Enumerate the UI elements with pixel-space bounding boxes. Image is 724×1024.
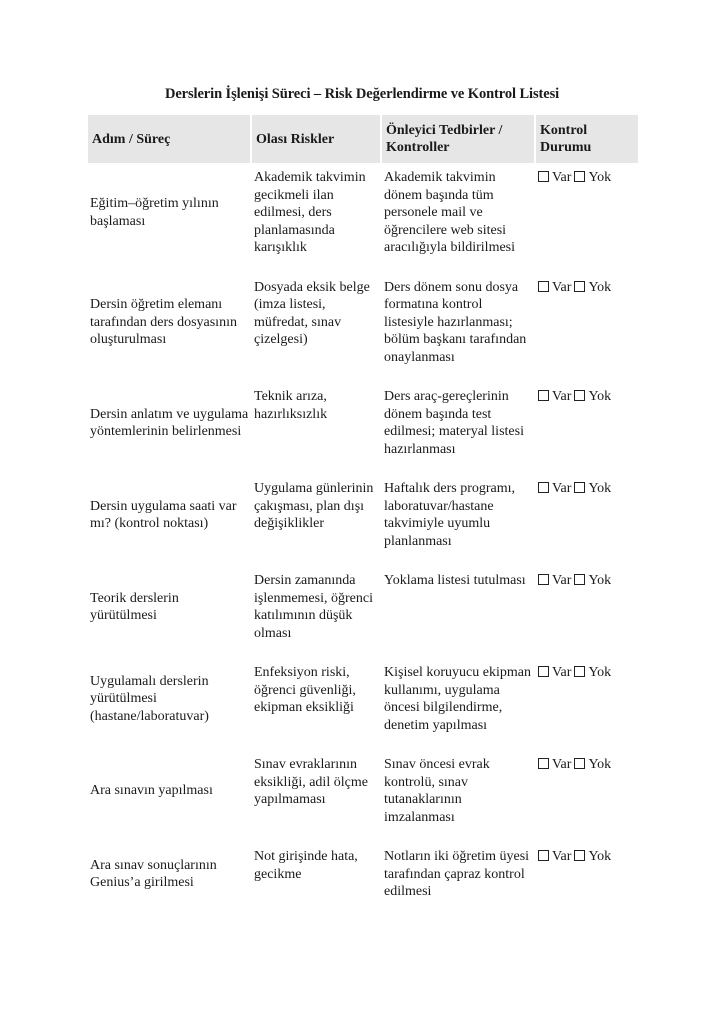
table-row: [88, 842, 638, 917]
status-option-label: Yok: [588, 757, 612, 772]
table-row: [88, 273, 638, 383]
control-cell: Kişisel koruyucu ekipman kullanımı, uygulama öncesi bilgilendirme, denetim yapılması: [384, 665, 531, 733]
risk-cell: Sınav evraklarının eksikliği, adil ölçme yapılmaması: [254, 757, 368, 807]
table-row: [88, 658, 638, 750]
table-row: [88, 382, 638, 474]
step-cell: Ara sınavın yapılması: [90, 783, 213, 799]
control-cell: Ders araç-gereçlerinin dönem başında test edilmesi; materyal listesi hazırlanması: [384, 389, 524, 457]
status-cell: [536, 842, 638, 917]
step-cell: Dersin uygulama saati var mı? (kontrol noktası): [90, 498, 237, 531]
risk-cell: Dersin zamanında işlenmemesi, öğrenci katılımının düşük olması: [254, 573, 373, 641]
status-option-label: Yok: [588, 665, 612, 680]
header-step: Adım / Süreç: [88, 115, 250, 163]
status-cell: [536, 474, 638, 566]
checkbox-icon[interactable]: [538, 574, 549, 585]
control-cell: Yoklama listesi tutulması: [384, 573, 526, 588]
status-option-label: Yok: [588, 849, 612, 864]
checkbox-icon[interactable]: [538, 850, 549, 861]
status-option-yok[interactable]: [574, 170, 611, 185]
status-option-var[interactable]: [538, 170, 571, 185]
checkbox-icon[interactable]: [574, 666, 585, 677]
checkbox-icon[interactable]: [574, 281, 585, 292]
control-cell: Haftalık ders programı, laboratuvar/hastane takvimiyle uyumlu planlanması: [384, 481, 516, 549]
step-cell: Dersin anlatım ve uygulama yöntemlerinin belirlenmesi: [90, 406, 249, 439]
status-option-var[interactable]: [538, 757, 571, 772]
status-option-yok[interactable]: [574, 573, 611, 588]
step-cell: Eğitim–öğretim yılının başlaması: [90, 196, 219, 229]
status-option-label: Var: [552, 389, 572, 404]
status-cell: [536, 750, 638, 842]
risk-cell: Teknik arıza, hazırlıksızlık: [254, 389, 328, 422]
step-cell: Dersin öğretim elemanı tarafından ders dosyasının oluşturulması: [90, 297, 237, 347]
header-controls: Önleyici Tedbirler / Kontroller: [382, 115, 534, 163]
status-option-label: Var: [552, 849, 572, 864]
status-option-var[interactable]: [538, 573, 571, 588]
status-option-yok[interactable]: [574, 481, 611, 496]
status-option-var[interactable]: [538, 481, 571, 496]
step-cell: Ara sınav sonuçlarının Genius’a girilmesi: [90, 857, 217, 891]
status-cell: [536, 658, 638, 750]
checkbox-icon[interactable]: [574, 574, 585, 585]
status-option-var[interactable]: [538, 389, 571, 404]
step-cell: Teorik derslerin yürütülmesi: [90, 590, 179, 623]
header-risks: Olası Riskler: [252, 115, 380, 163]
status-option-yok[interactable]: [574, 757, 611, 772]
checkbox-icon[interactable]: [574, 850, 585, 861]
status-option-label: Yok: [588, 573, 612, 588]
table-row: [88, 566, 638, 658]
checkbox-icon[interactable]: [538, 758, 549, 769]
document-title: Derslerin İşlenişi Süreci – Risk Değerlendirme ve Kontrol Listesi: [164, 86, 560, 102]
checkbox-icon[interactable]: [538, 666, 549, 677]
risk-cell: Not girişinde hata, gecikme: [254, 849, 358, 882]
status-option-label: Yok: [588, 389, 612, 404]
status-option-yok[interactable]: [574, 849, 611, 864]
status-cell: [536, 273, 638, 383]
table-body: [88, 163, 638, 917]
risk-cell: Enfeksiyon riski, öğrenci güvenliği, ekipman eksikliği: [254, 665, 356, 715]
status-option-label: Var: [552, 481, 572, 496]
status-cell: [536, 382, 638, 474]
checkbox-icon[interactable]: [574, 171, 585, 182]
status-option-yok[interactable]: [574, 280, 611, 295]
checkbox-icon[interactable]: [538, 390, 549, 401]
checkbox-icon[interactable]: [538, 482, 549, 493]
status-option-var[interactable]: [538, 849, 571, 864]
status-option-yok[interactable]: [574, 389, 611, 404]
checkbox-icon[interactable]: [538, 171, 549, 182]
checkbox-icon[interactable]: [574, 758, 585, 769]
checkbox-icon[interactable]: [574, 390, 585, 401]
table-header-row: [88, 115, 638, 163]
status-option-label: Var: [552, 279, 572, 295]
status-option-yok[interactable]: [574, 665, 611, 680]
status-cell: [536, 566, 638, 658]
table-row: [88, 750, 638, 842]
risk-cell: Akademik takvimin gecikmeli ilan edilmesi, ders planlamasında karışıklık: [254, 170, 366, 255]
risk-checklist-table: [86, 115, 640, 917]
risk-cell: Dosyada eksik belge (imza listesi, müfredat, sınav çizelgesi): [254, 279, 370, 347]
header-status: Kontrol Durumu: [536, 115, 638, 163]
risk-cell: Uygulama günlerinin çakışması, plan dışı değişiklikler: [254, 481, 374, 531]
table-row: [88, 163, 638, 273]
status-option-label: Yok: [588, 170, 612, 185]
status-cell: [536, 163, 638, 273]
control-cell: Ders dönem sonu dosya formatına kontrol listesiyle hazırlanması; bölüm başkanı tarafından onaylanması: [384, 279, 527, 365]
status-option-label: Var: [552, 170, 572, 185]
status-option-label: Var: [552, 665, 572, 680]
status-option-label: Var: [552, 573, 572, 588]
status-option-var[interactable]: [538, 280, 571, 295]
step-cell: Uygulamalı derslerin yürütülmesi (hastane/laboratuvar): [90, 673, 209, 724]
status-option-label: Yok: [588, 481, 612, 496]
checkbox-icon[interactable]: [574, 482, 585, 493]
checkbox-icon[interactable]: [538, 281, 549, 292]
control-cell: Akademik takvimin dönem başında tüm personele mail ve öğrencilere web sitesi aracılığıyla bildirilmesi: [384, 170, 516, 255]
status-option-label: Var: [552, 757, 572, 772]
status-option-var[interactable]: [538, 665, 571, 680]
control-cell: Notların iki öğretim üyesi tarafından çapraz kontrol edilmesi: [384, 849, 530, 899]
control-cell: Sınav öncesi evrak kontrolü, sınav tutanaklarının imzalanması: [384, 757, 490, 825]
table-row: [88, 474, 638, 566]
status-option-label: Yok: [588, 279, 612, 295]
